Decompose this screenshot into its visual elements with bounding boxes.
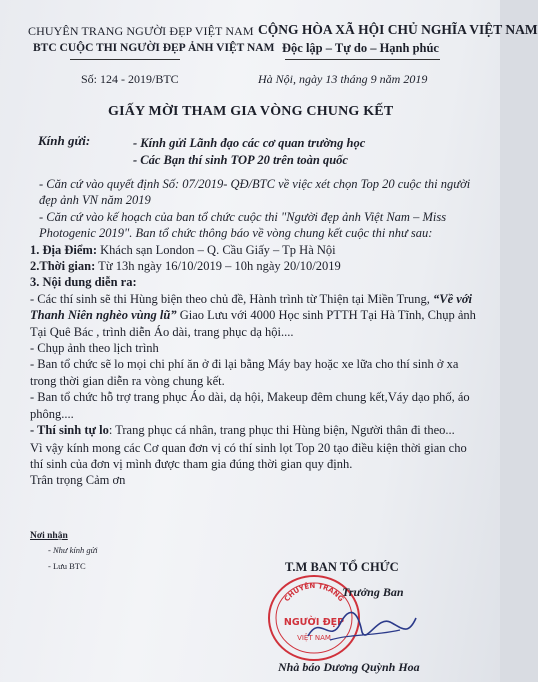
handwritten-signature — [300, 606, 420, 648]
organizing-committee-name: BTC CUỘC THI NGƯỜI ĐẸP ẢNH VIỆT NAM — [33, 42, 275, 54]
svg-text:CHUYÊN TRANG — [283, 581, 345, 603]
on-behalf-label: T.M BAN TỔ CHỨC — [285, 560, 399, 574]
recipients-footer-item-2: - Lưu BTC — [48, 561, 86, 571]
recipients-footer-heading: Nơi nhận — [30, 531, 68, 541]
closing-thanks: Trân trọng Cảm ơn — [30, 473, 126, 488]
self-provided-value: : Trang phục cá nhân, trang phục thi Hùng biện, Người thân đi theo... — [108, 423, 455, 438]
stamp-top-text: CHUYÊN TRANG — [282, 581, 346, 604]
organization-underline — [70, 59, 180, 60]
content-item-1-theme: “Về với Thanh Niên nghèo vùng lũ” — [30, 291, 473, 323]
basis-plan: - Căn cứ vào kế hoạch của ban tổ chức cuộc thi "Người đẹp ảnh Việt Nam – Miss Photogenic 2019". Ban tổ chức thông báo về vòng chung kết cuộc thi như sau: — [39, 209, 447, 241]
recipients-footer-item-1: - Như kính gửi — [48, 545, 98, 555]
motto-underline — [285, 59, 440, 60]
content-item-5 — [30, 422, 478, 438]
content-item-2: - Chụp ảnh theo lịch trình — [30, 341, 159, 356]
time-line — [30, 258, 478, 274]
document-number: Số: 124 - 2019/BTC — [81, 72, 179, 86]
venue-label: 1. Địa Điểm: — [30, 242, 97, 257]
content-item-1 — [30, 291, 478, 340]
organization-name: CHUYÊN TRANG NGƯỜI ĐẸP VIỆT NAM — [28, 24, 254, 38]
document-title: GIẤY MỜI THAM GIA VÒNG CHUNG KẾT — [108, 104, 394, 119]
content-item-4: - Ban tổ chức hỗ trợ trang phục Áo dài, dạ hội, Makeup đêm chung kết,Váy dạo phố, áo phông.... — [30, 390, 470, 421]
content-item-1-a: - Các thí sinh sẽ thi Hùng biện theo chủ đề, Hành trình từ Thiện tại Miền Trung, — [30, 291, 434, 306]
recipient-line-2: - Các Bạn thí sinh TOP 20 trên toàn quốc — [133, 153, 348, 167]
national-motto: Độc lập – Tự do – Hạnh phúc — [282, 41, 439, 55]
signer-name: Nhà báo Dương Quỳnh Hoa — [278, 660, 420, 674]
time-value: Từ 13h ngày 16/10/2019 – 10h ngày 20/10/2019 — [95, 259, 341, 274]
stamp-bottom-text: VIỆT NAM — [297, 634, 331, 642]
basis-decision: - Căn cứ vào quyết định Số: 07/2019- QĐ/BTC về việc xét chọn Top 20 cuộc thi người đẹp ảnh VN năm 2019 — [39, 177, 471, 208]
stamp-middle-text: NGƯỜI ĐẸP — [283, 617, 345, 628]
content-item-3: - Ban tổ chức sẽ lo mọi chi phí ăn ở đi lại bằng Máy bay hoặc xe lữa cho thí sinh ở xa trong thời gian diễn ra vòng chung kết. — [30, 357, 459, 388]
content-heading: 3. Nội dung diễn ra: — [30, 275, 137, 290]
place-and-date: Hà Nội, ngày 13 tháng 9 năm 2019 — [258, 72, 428, 86]
national-title: CỘNG HÒA XÃ HỘI CHỦ NGHĨA VIỆT NAM — [258, 22, 538, 37]
content-item-1-c: Giao Lưu với 4000 Học sinh PTTH Tại Hà Tĩnh, Chụp ảnh Tại Quê Bác , trình diễn Áo dài, trang phục dạ hội.... — [30, 308, 476, 339]
self-provided-label: - Thí sinh tự lo — [30, 423, 109, 438]
closing-paragraph: Vì vậy kính mong các Cơ quan đơn vị có thí sinh lọt Top 20 tạo điều kiện thời gian cho thí sinh của đơn vị mình được tham gia đúng thời gian quy định. — [30, 440, 467, 471]
position-title: Trưởng Ban — [342, 585, 404, 599]
venue-value: Khách sạn London – Q. Cầu Giấy – Tp Hà Nội — [97, 242, 336, 257]
venue-line — [30, 242, 478, 258]
letter-body — [30, 176, 478, 489]
time-label: 2.Thời gian: — [30, 259, 96, 274]
recipient-line-1: - Kính gửi Lãnh đạo các cơ quan trường học — [133, 136, 366, 150]
recipients-label: Kính gửi: — [38, 133, 91, 148]
